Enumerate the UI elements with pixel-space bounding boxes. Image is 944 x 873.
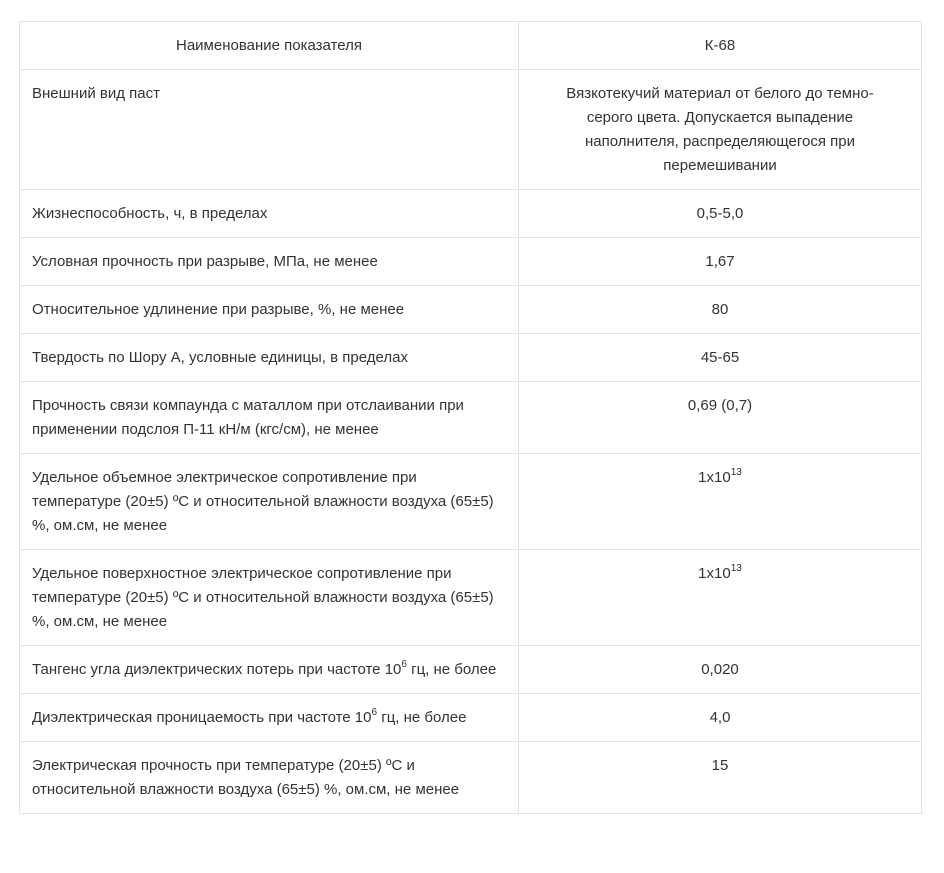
value-base: 1x10 <box>698 469 731 486</box>
parameter-cell: Прочность связи компаунда с маталлом при отслаивании при применении подслоя П-11 кН/м (кгс/см), не менее <box>20 382 519 454</box>
parameter-text-end: гц, не более <box>406 661 497 678</box>
table-body <box>20 70 922 814</box>
value-cell: 45-65 <box>519 334 922 382</box>
table-row <box>20 646 922 694</box>
parameter-cell: Жизнеспособность, ч, в пределах <box>20 190 519 238</box>
column-header-parameter: Наименование показателя <box>20 22 519 70</box>
table-row <box>20 286 922 334</box>
parameter-text-end: гц, не более <box>377 709 467 726</box>
table-row <box>20 334 922 382</box>
table-row <box>20 382 922 454</box>
value-cell: Вязкотекучий материал от белого до темно-серого цвета. Допускается выпадение наполнителя, распределяющегося при перемешивании <box>519 70 922 190</box>
value-base: 1x10 <box>698 565 731 582</box>
value-cell <box>519 454 922 550</box>
parameter-text: Диэлектрическая проницаемость при частоте 10 <box>32 709 372 726</box>
table-row <box>20 550 922 646</box>
parameter-cell: Твердость по Шору А, условные единицы, в пределах <box>20 334 519 382</box>
value-cell: 0,69 (0,7) <box>519 382 922 454</box>
parameter-exponent: 6 <box>371 707 378 718</box>
parameter-exponent: 6 <box>401 659 407 670</box>
table-row <box>20 742 922 814</box>
value-cell: 1,67 <box>519 238 922 286</box>
parameter-cell: Электрическая прочность при температуре (20±5) ºС и относительной влажности воздуха (65±5) %, ом.см, не менее <box>20 742 519 814</box>
table-row <box>20 454 922 550</box>
table-row <box>20 70 922 190</box>
parameter-cell <box>20 646 519 694</box>
column-header-k68: К-68 <box>519 22 922 70</box>
header-row <box>20 22 922 70</box>
value-exponent: 13 <box>730 467 742 478</box>
parameter-cell: Удельное поверхностное электрическое сопротивление при температуре (20±5) ºС и относительной влажности воздуха (65±5) %, ом.см, не менее <box>20 550 519 646</box>
table-row <box>20 238 922 286</box>
table-row <box>20 694 922 742</box>
value-cell <box>519 550 922 646</box>
value-exponent: 13 <box>730 563 742 574</box>
value-cell: 4,0 <box>519 694 922 742</box>
parameter-text: Тангенс угла диэлектрических потерь при частоте 10 <box>32 661 402 678</box>
value-cell: 80 <box>519 286 922 334</box>
parameter-cell: Условная прочность при разрыве, МПа, не менее <box>20 238 519 286</box>
parameter-cell <box>20 694 519 742</box>
parameter-cell: Внешний вид паст <box>20 70 519 190</box>
parameter-cell: Удельное объемное электрическое сопротивление при температуре (20±5) ºС и относительной влажности воздуха (65±5) %, ом.см, не менее <box>20 454 519 550</box>
parameter-cell: Относительное удлинение при разрыве, %, не менее <box>20 286 519 334</box>
value-cell: 0,020 <box>519 646 922 694</box>
value-cell: 0,5-5,0 <box>519 190 922 238</box>
table-header <box>20 22 922 70</box>
properties-table <box>19 21 922 814</box>
table-row <box>20 190 922 238</box>
value-cell: 15 <box>519 742 922 814</box>
